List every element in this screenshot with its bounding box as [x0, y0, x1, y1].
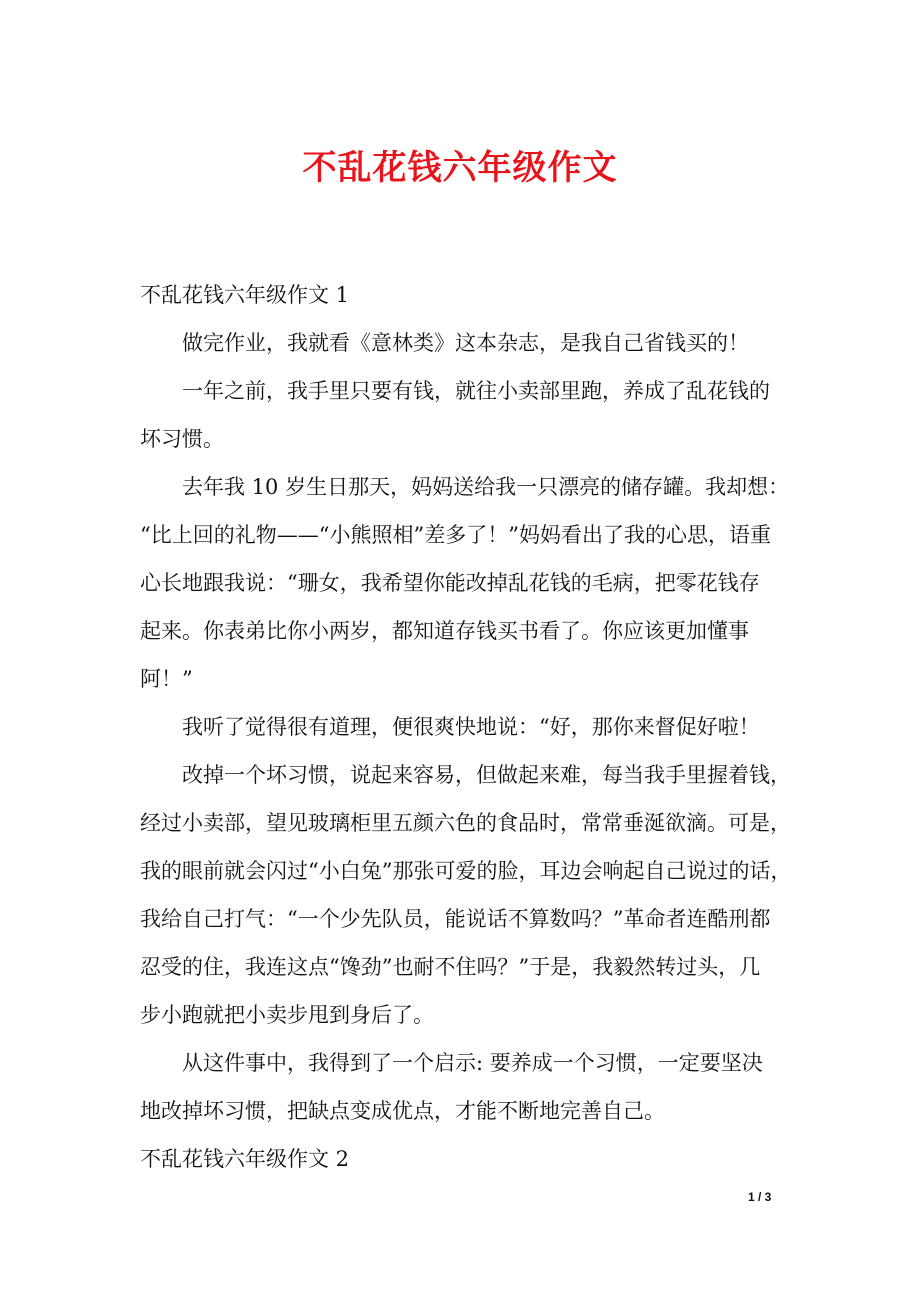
paragraph-line: 从这件事中，我得到了一个启示: 要养成一个习惯，一定要坚决: [182, 1051, 763, 1075]
document-body: [140, 271, 790, 1183]
paragraph-line: 起来。你表弟比你小两岁，都知道存钱买书看了。你应该更加懂事: [140, 619, 749, 643]
paragraph-line: 一年之前，我手里只要有钱，就往小卖部里跑，养成了乱花钱的: [182, 379, 770, 403]
paragraph-line: 步小跑就把小卖步甩到身后了。: [140, 1003, 434, 1027]
paragraph-line: 我给自己打气：“一个少先队员，能说话不算数吗？”革命者连酷刑都: [140, 907, 771, 931]
section-heading: 不乱花钱六年级作文 2: [140, 1147, 350, 1171]
paragraph-line: 我听了觉得很有道理，便很爽快地说：“好，那你来督促好啦！: [182, 715, 760, 739]
paragraph-line: 地改掉坏习惯，把缺点变成优点，才能不断地完善自己。: [140, 1099, 665, 1123]
paragraph-line: 去年我 10 岁生日那天，妈妈送给我一只漂亮的储存罐。我却想：: [182, 475, 790, 499]
page-number: 1 / 3: [748, 1190, 772, 1204]
paragraph-line: 坏习惯。: [140, 427, 224, 451]
paragraph-line: 我的眼前就会闪过“小白兔”那张可爱的脸，耳边会响起自己说过的话，: [140, 859, 792, 883]
document-title: 不乱花钱六年级作文: [302, 148, 618, 188]
paragraph-line: 阿！”: [140, 667, 193, 691]
paragraph-line: 改掉一个坏习惯，说起来容易，但做起来难，每当我手里握着钱，: [182, 763, 791, 787]
paragraph-line: 心长地跟我说：“珊女，我希望你能改掉乱花钱的毛病，把零花钱存: [140, 571, 760, 595]
paragraph-line: 忍受的住，我连这点“馋劲”也耐不住吗？”于是，我毅然转过头，几: [140, 955, 761, 979]
paragraph-line: 经过小卖部，望见玻璃柜里五颜六色的食品时，常常垂涎欲滴。可是，: [140, 811, 791, 835]
section-heading: 不乱花钱六年级作文 1: [140, 283, 350, 307]
paragraph-line: 做完作业，我就看《意林类》这本杂志，是我自己省钱买的！: [182, 331, 749, 355]
paragraph-line: “比上回的礼物——“小熊照相”差多了！”妈妈看出了我的心思，语重: [140, 523, 771, 547]
